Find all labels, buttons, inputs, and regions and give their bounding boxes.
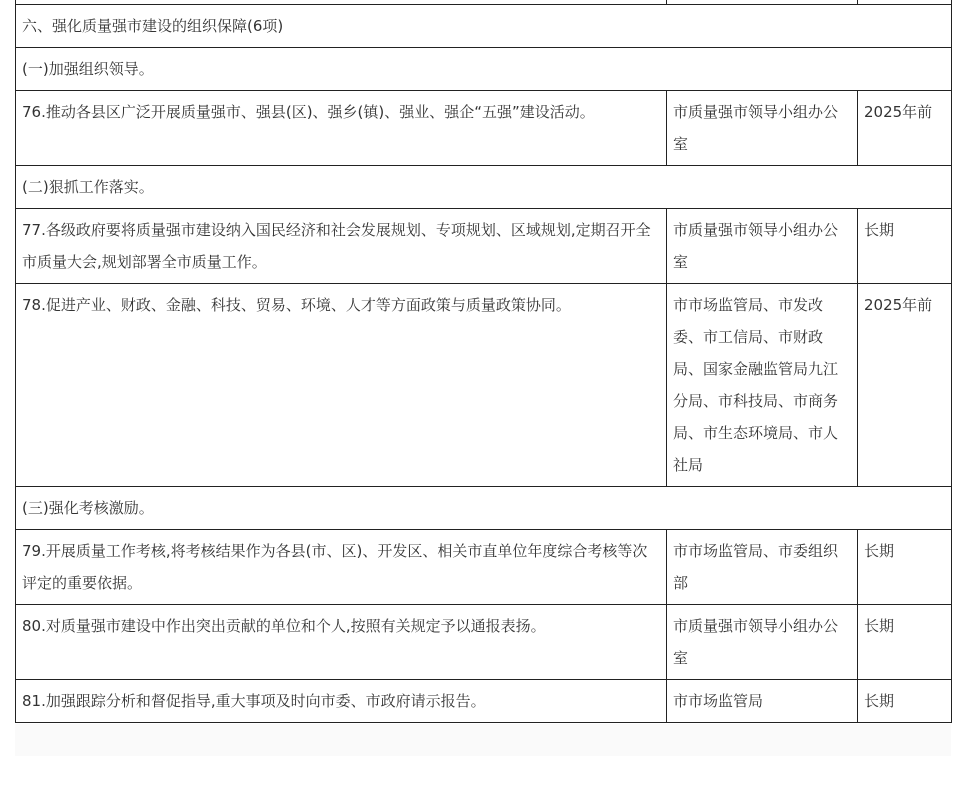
unit-cell: 市质量强市领导小组办公室 [667, 605, 858, 680]
task-table [15, 0, 952, 723]
task-cell: 81.加强跟踪分析和督促指导,重大事项及时向市委、市政府请示报告。 [16, 680, 667, 723]
footer-area [15, 724, 951, 756]
table-row [16, 530, 952, 605]
section-header-row [16, 5, 952, 48]
subsection-row [16, 166, 952, 209]
time-cell: 2025年前 [858, 284, 952, 487]
time-cell: 长期 [858, 680, 952, 723]
section-header: 六、强化质量强市建设的组织保障(6项) [16, 5, 952, 48]
task-cell: 76.推动各县区广泛开展质量强市、强县(区)、强乡(镇)、强业、强企“五强”建设活动。 [16, 91, 667, 166]
task-cell: 80.对质量强市建设中作出突出贡献的单位和个人,按照有关规定予以通报表扬。 [16, 605, 667, 680]
table-row [16, 284, 952, 487]
table-row [16, 91, 952, 166]
table-row [16, 680, 952, 723]
unit-cell: 市市场监管局 [667, 680, 858, 723]
unit-cell: 市市场监管局、市委组织部 [667, 530, 858, 605]
subsection-title: (一)加强组织领导。 [16, 48, 952, 91]
table-row [16, 209, 952, 284]
table-row [16, 605, 952, 680]
unit-cell: 市质量强市领导小组办公室 [667, 91, 858, 166]
time-cell: 长期 [858, 209, 952, 284]
subsection-row [16, 48, 952, 91]
task-cell: 77.各级政府要将质量强市建设纳入国民经济和社会发展规划、专项规划、区域规划,定期召开全市质量大会,规划部署全市质量工作。 [16, 209, 667, 284]
time-cell: 长期 [858, 605, 952, 680]
unit-cell: 市市场监管局、市发改委、市工信局、市财政局、国家金融监管局九江分局、市科技局、市商务局、市生态环境局、市人社局 [667, 284, 858, 487]
task-cell: 79.开展质量工作考核,将考核结果作为各县(市、区)、开发区、相关市直单位年度综合考核等次评定的重要依据。 [16, 530, 667, 605]
subsection-row [16, 487, 952, 530]
subsection-title: (三)强化考核激励。 [16, 487, 952, 530]
task-cell: 78.促进产业、财政、金融、科技、贸易、环境、人才等方面政策与质量政策协同。 [16, 284, 667, 487]
subsection-title: (二)狠抓工作落实。 [16, 166, 952, 209]
time-cell: 长期 [858, 530, 952, 605]
time-cell: 2025年前 [858, 91, 952, 166]
unit-cell: 市质量强市领导小组办公室 [667, 209, 858, 284]
